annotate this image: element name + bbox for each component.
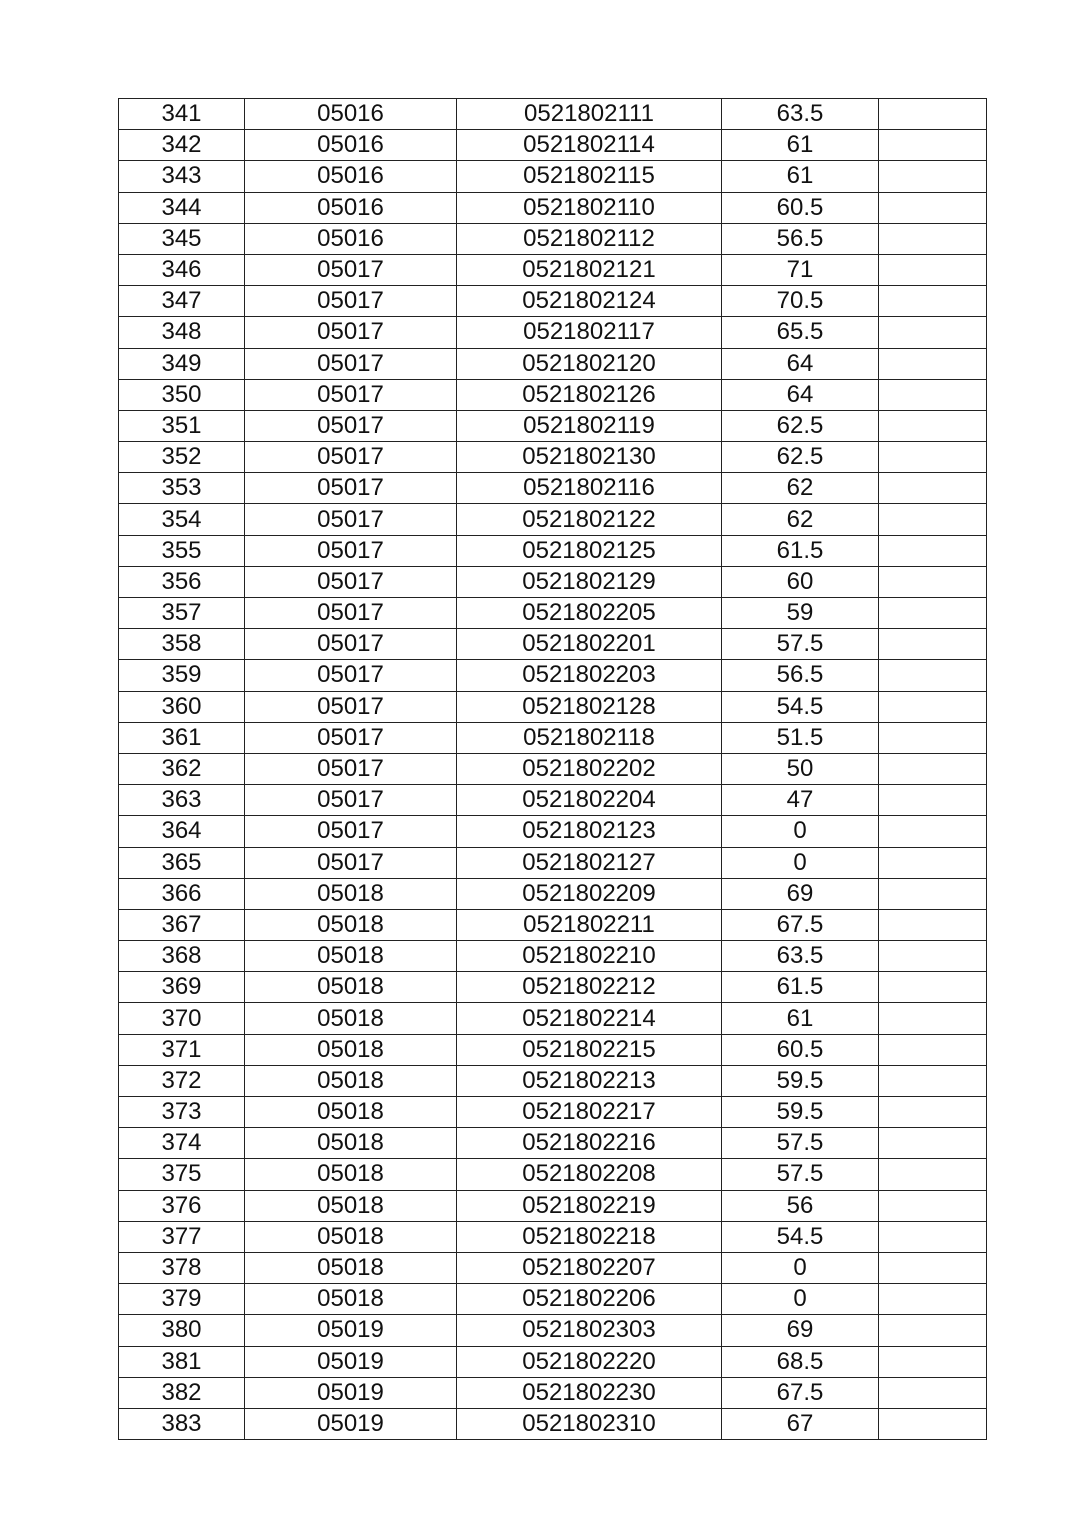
candidate-id-cell: 0521802115 bbox=[457, 161, 722, 192]
table-row bbox=[119, 785, 987, 816]
row-number-cell: 362 bbox=[119, 753, 245, 784]
row-number-cell: 344 bbox=[119, 192, 245, 223]
position-code-cell: 05016 bbox=[245, 99, 457, 130]
score-cell: 67 bbox=[722, 1408, 879, 1439]
table-row bbox=[119, 972, 987, 1003]
candidate-id-cell: 0521802201 bbox=[457, 629, 722, 660]
candidate-id-cell: 0521802117 bbox=[457, 317, 722, 348]
candidate-id-cell: 0521802122 bbox=[457, 504, 722, 535]
candidate-id-cell: 0521802127 bbox=[457, 847, 722, 878]
position-code-cell: 05018 bbox=[245, 1190, 457, 1221]
row-number-cell: 376 bbox=[119, 1190, 245, 1221]
position-code-cell: 05018 bbox=[245, 1252, 457, 1283]
remark-cell bbox=[879, 785, 987, 816]
score-cell: 60.5 bbox=[722, 1034, 879, 1065]
position-code-cell: 05019 bbox=[245, 1408, 457, 1439]
candidate-id-cell: 0521802124 bbox=[457, 286, 722, 317]
table-row bbox=[119, 1377, 987, 1408]
score-cell: 62 bbox=[722, 473, 879, 504]
table-row bbox=[119, 99, 987, 130]
position-code-cell: 05016 bbox=[245, 161, 457, 192]
score-cell: 59 bbox=[722, 598, 879, 629]
row-number-cell: 373 bbox=[119, 1097, 245, 1128]
score-cell: 61 bbox=[722, 1003, 879, 1034]
position-code-cell: 05019 bbox=[245, 1315, 457, 1346]
row-number-cell: 372 bbox=[119, 1065, 245, 1096]
row-number-cell: 347 bbox=[119, 286, 245, 317]
position-code-cell: 05016 bbox=[245, 192, 457, 223]
score-cell: 60 bbox=[722, 566, 879, 597]
table-row bbox=[119, 1097, 987, 1128]
candidate-id-cell: 0521802210 bbox=[457, 941, 722, 972]
row-number-cell: 363 bbox=[119, 785, 245, 816]
score-cell: 60.5 bbox=[722, 192, 879, 223]
remark-cell bbox=[879, 847, 987, 878]
row-number-cell: 343 bbox=[119, 161, 245, 192]
row-number-cell: 359 bbox=[119, 660, 245, 691]
position-code-cell: 05018 bbox=[245, 1065, 457, 1096]
table-row bbox=[119, 1034, 987, 1065]
table-row bbox=[119, 1346, 987, 1377]
score-cell: 68.5 bbox=[722, 1346, 879, 1377]
remark-cell bbox=[879, 130, 987, 161]
row-number-cell: 358 bbox=[119, 629, 245, 660]
remark-cell bbox=[879, 1159, 987, 1190]
score-cell: 47 bbox=[722, 785, 879, 816]
table-row bbox=[119, 1003, 987, 1034]
table-row bbox=[119, 1315, 987, 1346]
remark-cell bbox=[879, 161, 987, 192]
remark-cell bbox=[879, 379, 987, 410]
candidate-id-cell: 0521802213 bbox=[457, 1065, 722, 1096]
candidate-id-cell: 0521802209 bbox=[457, 878, 722, 909]
row-number-cell: 375 bbox=[119, 1159, 245, 1190]
row-number-cell: 349 bbox=[119, 348, 245, 379]
remark-cell bbox=[879, 1284, 987, 1315]
candidate-id-cell: 0521802111 bbox=[457, 99, 722, 130]
position-code-cell: 05017 bbox=[245, 722, 457, 753]
table-row bbox=[119, 660, 987, 691]
table-row bbox=[119, 504, 987, 535]
table-row bbox=[119, 317, 987, 348]
candidate-id-cell: 0521802217 bbox=[457, 1097, 722, 1128]
table-row bbox=[119, 1065, 987, 1096]
remark-cell bbox=[879, 254, 987, 285]
candidate-id-cell: 0521802207 bbox=[457, 1252, 722, 1283]
table-row bbox=[119, 286, 987, 317]
score-cell: 69 bbox=[722, 878, 879, 909]
score-cell: 56.5 bbox=[722, 660, 879, 691]
position-code-cell: 05017 bbox=[245, 598, 457, 629]
candidate-id-cell: 0521802123 bbox=[457, 816, 722, 847]
candidate-id-cell: 0521802110 bbox=[457, 192, 722, 223]
remark-cell bbox=[879, 1221, 987, 1252]
position-code-cell: 05018 bbox=[245, 909, 457, 940]
results-table bbox=[118, 98, 987, 1440]
position-code-cell: 05016 bbox=[245, 130, 457, 161]
table-row bbox=[119, 566, 987, 597]
score-cell: 61 bbox=[722, 161, 879, 192]
table-row bbox=[119, 878, 987, 909]
remark-cell bbox=[879, 1065, 987, 1096]
remark-cell bbox=[879, 909, 987, 940]
row-number-cell: 356 bbox=[119, 566, 245, 597]
remark-cell bbox=[879, 1346, 987, 1377]
score-cell: 56.5 bbox=[722, 223, 879, 254]
position-code-cell: 05018 bbox=[245, 941, 457, 972]
candidate-id-cell: 0521802216 bbox=[457, 1128, 722, 1159]
position-code-cell: 05018 bbox=[245, 972, 457, 1003]
table-row bbox=[119, 691, 987, 722]
table-row bbox=[119, 473, 987, 504]
position-code-cell: 05017 bbox=[245, 410, 457, 441]
score-cell: 67.5 bbox=[722, 1377, 879, 1408]
row-number-cell: 381 bbox=[119, 1346, 245, 1377]
table-row bbox=[119, 130, 987, 161]
position-code-cell: 05018 bbox=[245, 1097, 457, 1128]
score-cell: 54.5 bbox=[722, 1221, 879, 1252]
candidate-id-cell: 0521802215 bbox=[457, 1034, 722, 1065]
remark-cell bbox=[879, 1252, 987, 1283]
row-number-cell: 383 bbox=[119, 1408, 245, 1439]
table-row bbox=[119, 629, 987, 660]
score-cell: 62.5 bbox=[722, 442, 879, 473]
row-number-cell: 377 bbox=[119, 1221, 245, 1252]
row-number-cell: 345 bbox=[119, 223, 245, 254]
table-row bbox=[119, 410, 987, 441]
candidate-id-cell: 0521802120 bbox=[457, 348, 722, 379]
remark-cell bbox=[879, 660, 987, 691]
row-number-cell: 369 bbox=[119, 972, 245, 1003]
candidate-id-cell: 0521802220 bbox=[457, 1346, 722, 1377]
results-table-body bbox=[119, 99, 987, 1440]
table-row bbox=[119, 442, 987, 473]
remark-cell bbox=[879, 629, 987, 660]
table-row bbox=[119, 192, 987, 223]
score-cell: 57.5 bbox=[722, 629, 879, 660]
remark-cell bbox=[879, 535, 987, 566]
position-code-cell: 05018 bbox=[245, 1128, 457, 1159]
position-code-cell: 05017 bbox=[245, 379, 457, 410]
table-row bbox=[119, 535, 987, 566]
score-cell: 0 bbox=[722, 816, 879, 847]
remark-cell bbox=[879, 1128, 987, 1159]
position-code-cell: 05017 bbox=[245, 660, 457, 691]
candidate-id-cell: 0521802112 bbox=[457, 223, 722, 254]
remark-cell bbox=[879, 410, 987, 441]
candidate-id-cell: 0521802218 bbox=[457, 1221, 722, 1252]
row-number-cell: 357 bbox=[119, 598, 245, 629]
candidate-id-cell: 0521802202 bbox=[457, 753, 722, 784]
score-cell: 67.5 bbox=[722, 909, 879, 940]
position-code-cell: 05017 bbox=[245, 254, 457, 285]
row-number-cell: 342 bbox=[119, 130, 245, 161]
score-cell: 63.5 bbox=[722, 941, 879, 972]
remark-cell bbox=[879, 442, 987, 473]
candidate-id-cell: 0521802128 bbox=[457, 691, 722, 722]
score-cell: 0 bbox=[722, 1252, 879, 1283]
remark-cell bbox=[879, 972, 987, 1003]
remark-cell bbox=[879, 1408, 987, 1439]
position-code-cell: 05017 bbox=[245, 286, 457, 317]
candidate-id-cell: 0521802219 bbox=[457, 1190, 722, 1221]
candidate-id-cell: 0521802121 bbox=[457, 254, 722, 285]
remark-cell bbox=[879, 1003, 987, 1034]
table-row bbox=[119, 1221, 987, 1252]
score-cell: 51.5 bbox=[722, 722, 879, 753]
row-number-cell: 351 bbox=[119, 410, 245, 441]
table-row bbox=[119, 348, 987, 379]
row-number-cell: 370 bbox=[119, 1003, 245, 1034]
candidate-id-cell: 0521802114 bbox=[457, 130, 722, 161]
remark-cell bbox=[879, 473, 987, 504]
candidate-id-cell: 0521802303 bbox=[457, 1315, 722, 1346]
position-code-cell: 05017 bbox=[245, 566, 457, 597]
position-code-cell: 05017 bbox=[245, 442, 457, 473]
row-number-cell: 364 bbox=[119, 816, 245, 847]
table-row bbox=[119, 1128, 987, 1159]
row-number-cell: 361 bbox=[119, 722, 245, 753]
score-cell: 54.5 bbox=[722, 691, 879, 722]
row-number-cell: 355 bbox=[119, 535, 245, 566]
table-row bbox=[119, 379, 987, 410]
candidate-id-cell: 0521802116 bbox=[457, 473, 722, 504]
remark-cell bbox=[879, 1315, 987, 1346]
table-row bbox=[119, 254, 987, 285]
row-number-cell: 352 bbox=[119, 442, 245, 473]
position-code-cell: 05017 bbox=[245, 348, 457, 379]
candidate-id-cell: 0521802310 bbox=[457, 1408, 722, 1439]
position-code-cell: 05018 bbox=[245, 1221, 457, 1252]
row-number-cell: 379 bbox=[119, 1284, 245, 1315]
candidate-id-cell: 0521802204 bbox=[457, 785, 722, 816]
score-cell: 62 bbox=[722, 504, 879, 535]
position-code-cell: 05016 bbox=[245, 223, 457, 254]
score-cell: 65.5 bbox=[722, 317, 879, 348]
remark-cell bbox=[879, 504, 987, 535]
row-number-cell: 378 bbox=[119, 1252, 245, 1283]
table-row bbox=[119, 941, 987, 972]
candidate-id-cell: 0521802118 bbox=[457, 722, 722, 753]
position-code-cell: 05017 bbox=[245, 816, 457, 847]
candidate-id-cell: 0521802211 bbox=[457, 909, 722, 940]
score-cell: 59.5 bbox=[722, 1065, 879, 1096]
score-cell: 61 bbox=[722, 130, 879, 161]
candidate-id-cell: 0521802208 bbox=[457, 1159, 722, 1190]
position-code-cell: 05018 bbox=[245, 1034, 457, 1065]
table-row bbox=[119, 223, 987, 254]
position-code-cell: 05017 bbox=[245, 753, 457, 784]
position-code-cell: 05018 bbox=[245, 878, 457, 909]
position-code-cell: 05018 bbox=[245, 1003, 457, 1034]
row-number-cell: 350 bbox=[119, 379, 245, 410]
remark-cell bbox=[879, 1377, 987, 1408]
score-cell: 64 bbox=[722, 379, 879, 410]
remark-cell bbox=[879, 753, 987, 784]
remark-cell bbox=[879, 691, 987, 722]
remark-cell bbox=[879, 192, 987, 223]
remark-cell bbox=[879, 598, 987, 629]
score-cell: 56 bbox=[722, 1190, 879, 1221]
remark-cell bbox=[879, 223, 987, 254]
position-code-cell: 05017 bbox=[245, 535, 457, 566]
row-number-cell: 360 bbox=[119, 691, 245, 722]
candidate-id-cell: 0521802214 bbox=[457, 1003, 722, 1034]
row-number-cell: 346 bbox=[119, 254, 245, 285]
position-code-cell: 05018 bbox=[245, 1284, 457, 1315]
score-cell: 0 bbox=[722, 847, 879, 878]
table-row bbox=[119, 1408, 987, 1439]
candidate-id-cell: 0521802230 bbox=[457, 1377, 722, 1408]
position-code-cell: 05017 bbox=[245, 847, 457, 878]
score-cell: 57.5 bbox=[722, 1128, 879, 1159]
score-cell: 62.5 bbox=[722, 410, 879, 441]
position-code-cell: 05017 bbox=[245, 473, 457, 504]
table-row bbox=[119, 1252, 987, 1283]
candidate-id-cell: 0521802129 bbox=[457, 566, 722, 597]
remark-cell bbox=[879, 1034, 987, 1065]
row-number-cell: 367 bbox=[119, 909, 245, 940]
candidate-id-cell: 0521802125 bbox=[457, 535, 722, 566]
row-number-cell: 341 bbox=[119, 99, 245, 130]
position-code-cell: 05019 bbox=[245, 1346, 457, 1377]
remark-cell bbox=[879, 286, 987, 317]
score-cell: 59.5 bbox=[722, 1097, 879, 1128]
score-cell: 63.5 bbox=[722, 99, 879, 130]
table-row bbox=[119, 816, 987, 847]
score-cell: 61.5 bbox=[722, 535, 879, 566]
row-number-cell: 348 bbox=[119, 317, 245, 348]
remark-cell bbox=[879, 348, 987, 379]
remark-cell bbox=[879, 878, 987, 909]
position-code-cell: 05018 bbox=[245, 1159, 457, 1190]
row-number-cell: 382 bbox=[119, 1377, 245, 1408]
position-code-cell: 05017 bbox=[245, 785, 457, 816]
row-number-cell: 353 bbox=[119, 473, 245, 504]
score-cell: 50 bbox=[722, 753, 879, 784]
position-code-cell: 05017 bbox=[245, 691, 457, 722]
row-number-cell: 380 bbox=[119, 1315, 245, 1346]
table-row bbox=[119, 847, 987, 878]
remark-cell bbox=[879, 99, 987, 130]
position-code-cell: 05017 bbox=[245, 317, 457, 348]
table-row bbox=[119, 161, 987, 192]
candidate-id-cell: 0521802203 bbox=[457, 660, 722, 691]
row-number-cell: 371 bbox=[119, 1034, 245, 1065]
score-cell: 69 bbox=[722, 1315, 879, 1346]
remark-cell bbox=[879, 566, 987, 597]
candidate-id-cell: 0521802205 bbox=[457, 598, 722, 629]
row-number-cell: 368 bbox=[119, 941, 245, 972]
score-cell: 70.5 bbox=[722, 286, 879, 317]
table-row bbox=[119, 753, 987, 784]
remark-cell bbox=[879, 1097, 987, 1128]
row-number-cell: 354 bbox=[119, 504, 245, 535]
table-row bbox=[119, 722, 987, 753]
score-cell: 61.5 bbox=[722, 972, 879, 1003]
remark-cell bbox=[879, 816, 987, 847]
row-number-cell: 365 bbox=[119, 847, 245, 878]
candidate-id-cell: 0521802130 bbox=[457, 442, 722, 473]
score-cell: 64 bbox=[722, 348, 879, 379]
candidate-id-cell: 0521802119 bbox=[457, 410, 722, 441]
score-cell: 57.5 bbox=[722, 1159, 879, 1190]
remark-cell bbox=[879, 317, 987, 348]
candidate-id-cell: 0521802206 bbox=[457, 1284, 722, 1315]
row-number-cell: 374 bbox=[119, 1128, 245, 1159]
table-row bbox=[119, 1190, 987, 1221]
table-row bbox=[119, 1159, 987, 1190]
remark-cell bbox=[879, 722, 987, 753]
position-code-cell: 05017 bbox=[245, 504, 457, 535]
candidate-id-cell: 0521802126 bbox=[457, 379, 722, 410]
remark-cell bbox=[879, 1190, 987, 1221]
table-row bbox=[119, 909, 987, 940]
table-row bbox=[119, 1284, 987, 1315]
score-cell: 0 bbox=[722, 1284, 879, 1315]
candidate-id-cell: 0521802212 bbox=[457, 972, 722, 1003]
remark-cell bbox=[879, 941, 987, 972]
position-code-cell: 05019 bbox=[245, 1377, 457, 1408]
table-row bbox=[119, 598, 987, 629]
row-number-cell: 366 bbox=[119, 878, 245, 909]
score-cell: 71 bbox=[722, 254, 879, 285]
position-code-cell: 05017 bbox=[245, 629, 457, 660]
